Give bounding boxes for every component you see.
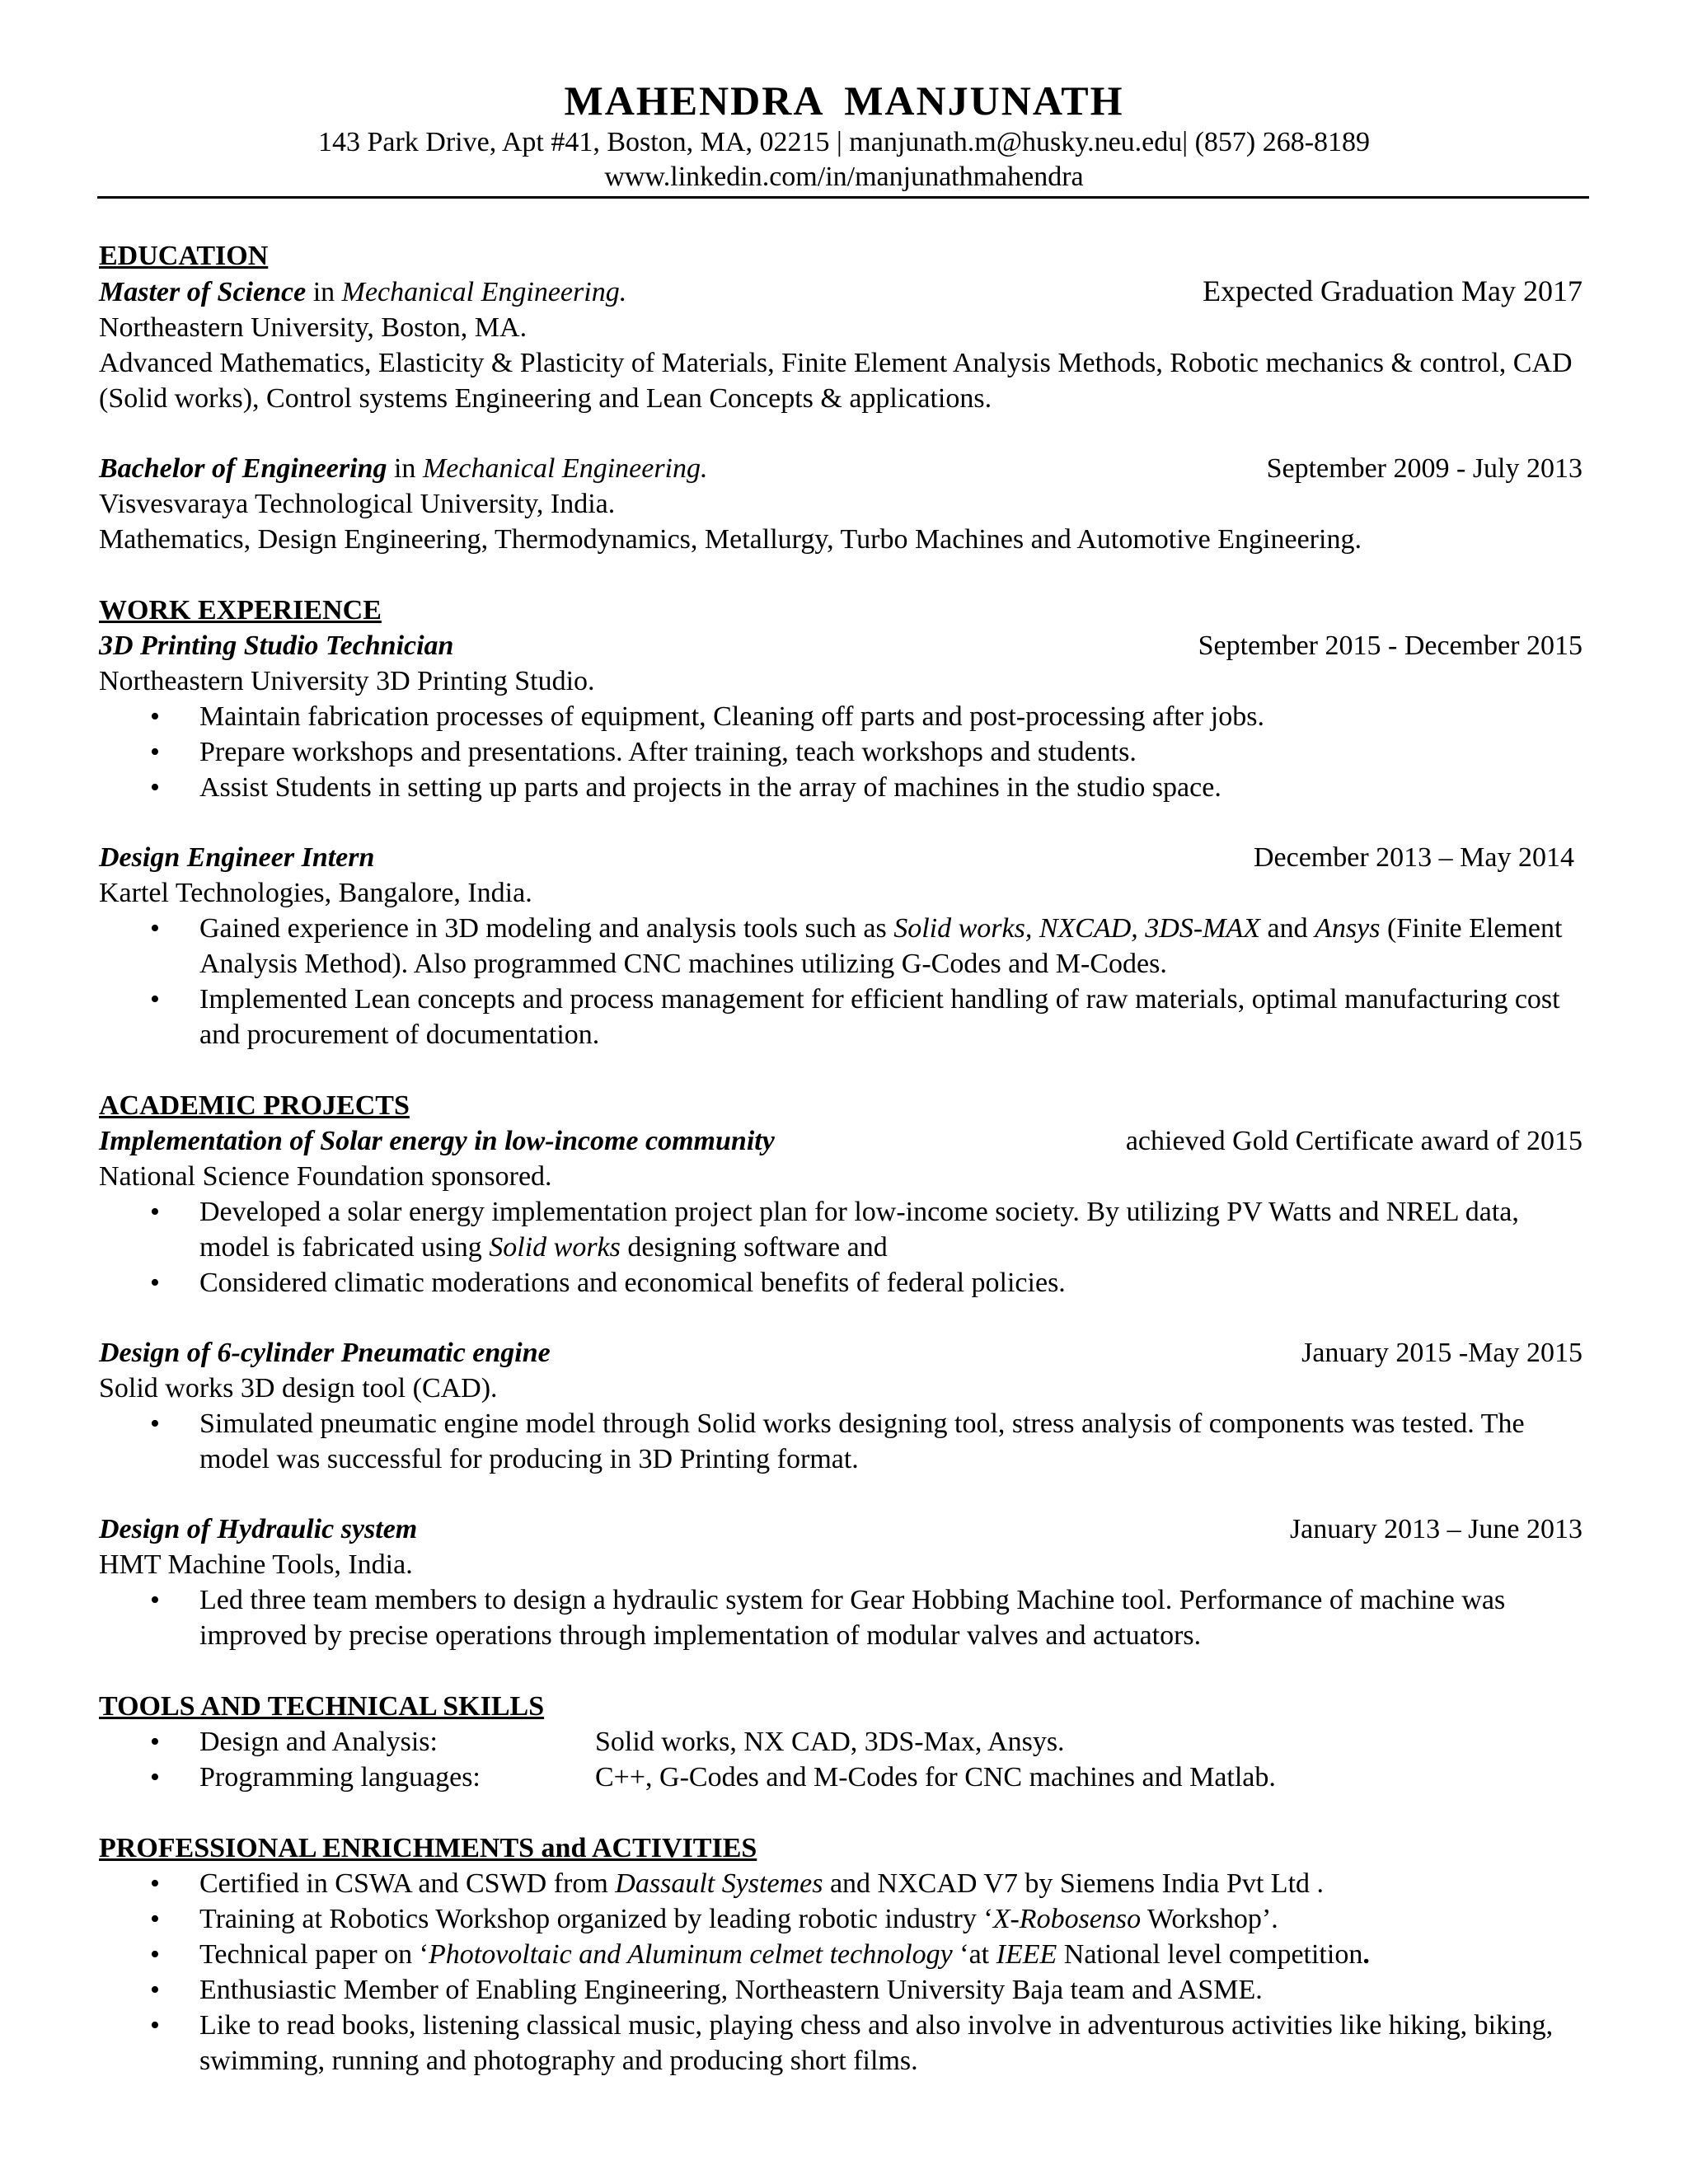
bullet-icon: • <box>150 701 160 732</box>
degree-title: Bachelor of Engineering <box>99 453 387 484</box>
contact-line: 143 Park Drive, Apt #41, Boston, MA, 02215 | manjunath.m@husky.neu.edu| (857) 268-8189 <box>317 127 1371 157</box>
degree-connector: in <box>387 453 423 484</box>
project-heading <box>99 1335 1582 1371</box>
bullet-icon: • <box>150 1975 160 2005</box>
job-bullets <box>99 699 1582 805</box>
job-date: September 2015 - December 2015 <box>1198 630 1582 661</box>
job-role: Design Engineer Intern <box>99 842 375 873</box>
project-title: Implementation of Solar energy in low-income community <box>99 1126 775 1156</box>
degree-field: Mechanical Engineering. <box>422 453 708 484</box>
list-item: • Maintain fabrication processes of equipment, Cleaning off parts and post-processing after jobs. <box>99 699 1582 734</box>
job-role: 3D Printing Studio Technician <box>99 630 454 661</box>
list-item: • Developed a solar energy implementation project plan for low-income society. By utilizing PV Watts and NREL data, model is fabricated using Solid works designing software and <box>99 1194 1582 1265</box>
project-date: January 2013 – June 2013 <box>1289 1514 1582 1544</box>
list-item: • Led three team members to design a hydraulic system for Gear Hobbing Machine tool. Performance of machine was improved by precise operations through implementation of modular valves and actuators. <box>99 1582 1582 1653</box>
project-organization: HMT Machine Tools, India. <box>99 1549 413 1580</box>
section-title-skills: TOOLS AND TECHNICAL SKILLS <box>99 1691 545 1722</box>
bullet-icon: • <box>150 737 160 767</box>
coursework: Mathematics, Design Engineering, Thermodynamics, Metallurgy, Turbo Machines and Automotive Engineering. <box>99 524 1362 555</box>
skill-value: C++, G-Codes and M-Codes for CNC machines and Matlab. <box>595 1762 1276 1793</box>
skill-label: Design and Analysis: <box>199 1727 438 1757</box>
bullet-icon: • <box>150 2010 160 2041</box>
list-item: • Training at Robotics Workshop organized by leading robotic industry ‘X-Robosenso Workshop’. <box>99 1901 1582 1937</box>
list-item: • Enthusiastic Member of Enabling Engineering, Northeastern University Baja team and ASME. <box>99 1972 1582 2008</box>
project-date: January 2015 -May 2015 <box>1301 1338 1582 1368</box>
project-title: Design of Hydraulic system <box>99 1514 418 1544</box>
job-organization: Kartel Technologies, Bangalore, India. <box>99 878 532 908</box>
job-organization: Northeastern University 3D Printing Studio. <box>99 666 595 696</box>
section-title-enrichments: PROFESSIONAL ENRICHMENTS and ACTIVITIES <box>99 1833 757 1863</box>
skill-value: Solid works, NX CAD, 3DS-Max, Ansys. <box>595 1727 1065 1757</box>
bullet-icon: • <box>150 1762 160 1793</box>
bullet-icon: • <box>150 1904 160 1934</box>
project-bullets <box>99 1406 1582 1477</box>
list-item: • Considered climatic moderations and economical benefits of federal policies. <box>99 1265 1582 1301</box>
skill-label: Programming languages: <box>199 1762 481 1793</box>
job-heading <box>99 628 1582 663</box>
project-bullets <box>99 1582 1582 1653</box>
linkedin-url: www.linkedin.com/in/manjunathmahendra <box>604 162 1084 192</box>
bullet-icon: • <box>150 984 160 1015</box>
education-date: September 2009 - July 2013 <box>1266 453 1582 484</box>
list-item: • Simulated pneumatic engine model through Solid works designing tool, stress analysis of components was tested. The model was successful for producing in 3D Printing format. <box>99 1406 1582 1477</box>
degree-connector: in <box>306 277 342 307</box>
bullet-icon: • <box>150 1268 160 1298</box>
list-item: • Assist Students in setting up parts and projects in the array of machines in the studio space. <box>99 770 1582 805</box>
list-item: • Technical paper on ‘Photovoltaic and Aluminum celmet technology ‘at IEEE National level competition. <box>99 1937 1582 1972</box>
project-organization: Solid works 3D design tool (CAD). <box>99 1373 498 1404</box>
section-title-education: EDUCATION <box>99 241 269 271</box>
job-date: December 2013 – May 2014 <box>1253 842 1574 873</box>
skills-list <box>99 1724 1582 1795</box>
coursework: Advanced Mathematics, Elasticity & Plasticity of Materials, Finite Element Analysis Methods, Robotic mechanics & control, CAD (Solid works), Control systems Engineering and Lean Concepts & applications. <box>99 348 1573 414</box>
list-item: • Prepare workshops and presentations. After training, teach workshops and students. <box>99 734 1582 770</box>
project-heading <box>99 1123 1582 1159</box>
education-entry-heading <box>99 274 1582 310</box>
candidate-name: MAHENDRA MANJUNATH <box>564 77 1124 124</box>
job-heading <box>99 840 1582 875</box>
education-entry-heading <box>99 451 1582 486</box>
bullet-icon: • <box>150 1197 160 1227</box>
bullet-icon: • <box>150 772 160 803</box>
bullet-icon: • <box>150 913 160 944</box>
school-name: Visvesvaraya Technological University, India. <box>99 489 616 519</box>
project-bullets <box>99 1194 1582 1301</box>
bullet-icon: • <box>150 1585 160 1615</box>
bullet-icon: • <box>150 1868 160 1899</box>
section-title-work: WORK EXPERIENCE <box>99 595 382 626</box>
job-bullets <box>99 911 1582 1052</box>
bullet-icon: • <box>150 1939 160 1970</box>
school-name: Northeastern University, Boston, MA. <box>99 312 528 343</box>
project-date: achieved Gold Certificate award of 2015 <box>1125 1126 1582 1156</box>
enrichments-list <box>99 1866 1582 2079</box>
project-organization: National Science Foundation sponsored. <box>99 1161 552 1192</box>
list-item: • Certified in CSWA and CSWD from Dassault Systemes and NXCAD V7 by Siemens India Pvt Ltd . <box>99 1866 1582 1901</box>
degree-field: Mechanical Engineering. <box>341 277 627 307</box>
list-item: • Like to read books, listening classical music, playing chess and also involve in adventurous activities like hiking, biking, swimming, running and photography and producing short films. <box>99 2008 1582 2079</box>
project-title: Design of 6-cylinder Pneumatic engine <box>99 1338 551 1368</box>
resume-body <box>99 239 1582 2079</box>
list-item: • Gained experience in 3D modeling and analysis tools such as Solid works, NXCAD, 3DS-MAX and Ansys (Finite Element Analysis Method). Also programmed CNC machines utilizing G-Codes and M-Codes. <box>99 911 1582 982</box>
degree-title: Master of Science <box>99 277 307 307</box>
list-item <box>99 1724 1582 1760</box>
education-date: Expected Graduation May 2017 <box>1203 274 1582 307</box>
resume-header <box>0 76 1688 194</box>
list-item: • Implemented Lean concepts and process management for efficient handling of raw materials, optimal manufacturing cost and procurement of documentation. <box>99 982 1582 1052</box>
bullet-icon: • <box>150 1408 160 1439</box>
list-item <box>99 1760 1582 1795</box>
header-divider <box>97 196 1589 199</box>
bullet-icon: • <box>150 1727 160 1757</box>
project-heading <box>99 1511 1582 1547</box>
section-title-projects: ACADEMIC PROJECTS <box>99 1090 410 1121</box>
